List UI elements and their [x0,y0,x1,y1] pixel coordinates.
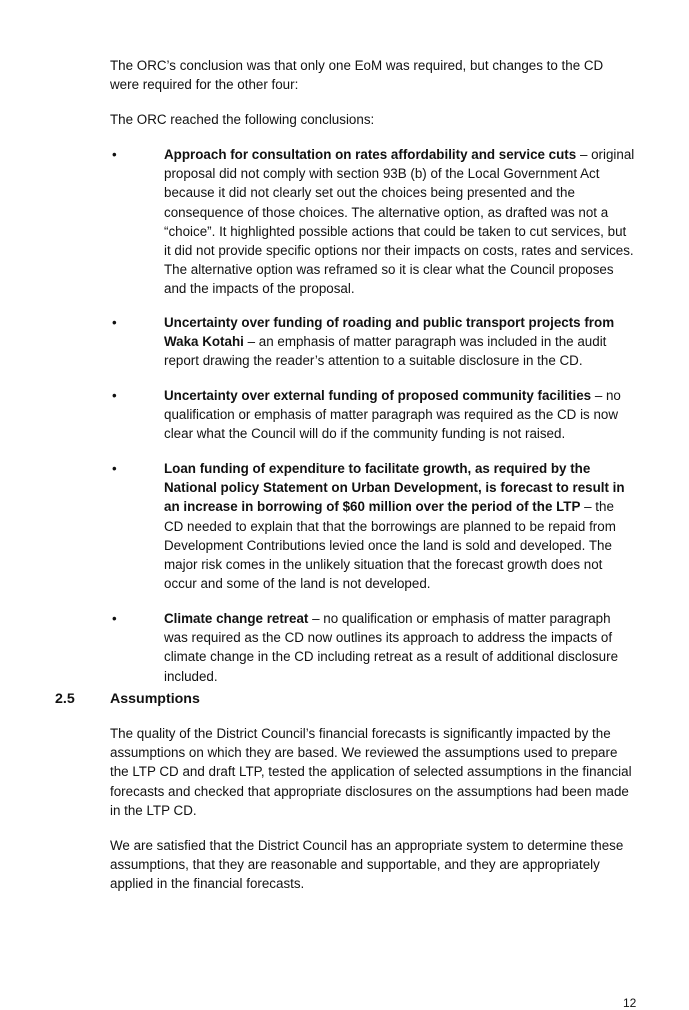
bullet-marker: • [112,461,117,476]
bullet-item-rates-affordability [164,145,636,299]
section-paragraph-2: We are satisfied that the District Council has an appropriate system to determine these assumptions, that they are reasonable and supportable, and they are appropriately applied in the financial forecasts. [110,838,624,892]
bullet-item-community-facilities [164,386,636,444]
bullet-heading: Approach for consultation on rates affordability and service cuts [164,147,577,162]
section-number: 2.5 [55,691,75,707]
section-paragraph-1: The quality of the District Council’s financial forecasts is significantly impacted by the assumptions on which they are based. We reviewed the assumptions used to prepare the LTP CD and draft LTP, tested the application of selected assumptions in the financial forecasts and checked that appropriate disclosures on the assumptions had been made in the LTP CD. [110,726,632,818]
section-title: Assumptions [110,691,200,707]
bullet-body: – no qualification or emphasis of matter paragraph was required as the CD now outlines its approach to address the impacts of climate change in the CD including retreat as a result of additional disclosure included. [164,611,619,684]
bullet-heading: Uncertainty over funding of roading and public transport projects from Waka Kotahi [164,315,615,350]
bullet-heading: Loan funding of expenditure to facilitate growth, as required by the National policy Statement on Urban Development, is forecast to result in an increase in borrowing of $60 million over the period of the LTP [164,461,625,515]
bullet-item-loan-funding-growth [164,459,636,593]
bullet-marker: • [112,147,117,162]
bullet-item-climate-change-retreat [164,609,636,686]
bullet-body: – an emphasis of matter paragraph was included in the audit report drawing the reader’s attention to a suitable disclosure in the CD. [164,334,607,369]
intro-paragraph-2: The ORC reached the following conclusions: [110,112,375,127]
intro-paragraph-1: The ORC’s conclusion was that only one EoM was required, but changes to the CD were required for the other four: [110,58,604,93]
bullet-body: – no qualification or emphasis of matter paragraph was required as the CD is now clear what the Council will do if the community funding is not raised. [164,388,621,442]
bullet-heading: Climate change retreat [164,611,309,626]
bullet-marker: • [112,388,117,403]
bullet-heading: Uncertainty over external funding of proposed community facilities [164,388,592,403]
bullet-marker: • [112,315,117,330]
bullet-body: – original proposal did not comply with section 93B (b) of the Local Government Act because it did not clearly set out the choices being presented and the consequence of those choices. The alternative option, as drafted was not a “choice”. It highlighted possible actions that could be taken to cut services, but it did not provide specific options nor their impacts on costs, rates and services. The alternative option was reframed so it is clear what the Council proposes and the impacts of the proposal. [164,147,635,297]
bullet-body: – the CD needed to explain that that the borrowings are planned to be repaid from Development Contributions levied once the land is sold and developed. The major risk comes in the unlikely situation that the forecast growth does not occur and some of the land is not developed. [164,499,616,592]
page-number: 12 [623,996,637,1010]
bullet-marker: • [112,611,117,626]
bullet-item-waka-kotahi-funding [164,313,636,371]
